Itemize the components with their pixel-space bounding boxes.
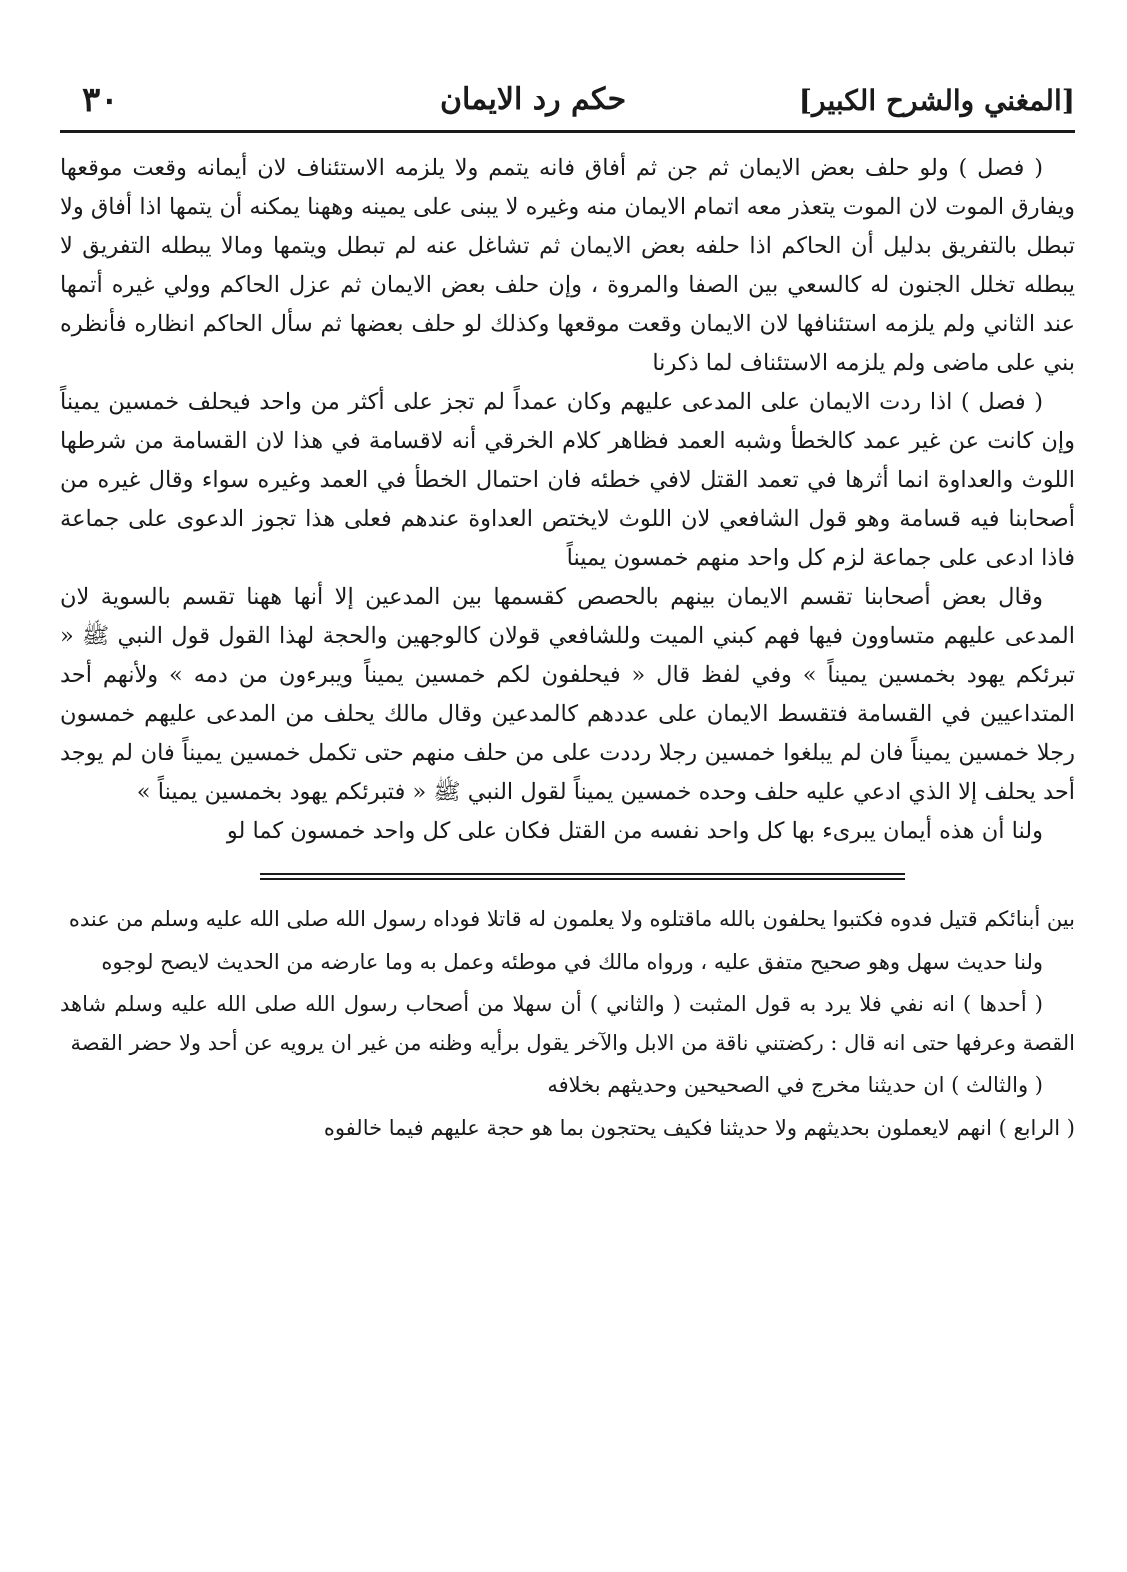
footnote-paragraph: ولنا حديث سهل وهو صحيح متفق عليه ، ورواه مالك في موطئه وعمل به وما عارضه من الحديث لايصح لوجوه	[101, 949, 1043, 974]
footnote-separator	[260, 873, 905, 880]
book-page	[60, 78, 1075, 1151]
main-paragraph: وقال بعض أصحابنا تقسم الايمان بينهم بالحصص كقسمها بين المدعين إلا أنها ههنا تقسم بالسوية لان المدعى عليهم متساوون فيها فهم كبني الميت وللشافعي قولان كالوجهين والحجة لهذا القول قول النبي ﷺ « تبرئكم يهود بخمسين يميناً » وفي لفظ قال « فيحلفون لكم خمسين يميناً ويبرءون من دمه » ولأنهم أحد المتداعيين في القسامة فتقسط الايمان على عددهم كالمدعين وقال مالك يحلف من المدعى عليهم خمسون رجلا خمسين يميناً فان لم يبلغوا خمسين رجلا رددت على من حلف منهم حتى تكمل خمسين يميناً فان لم يوجد أحد يحلف إلا الذي ادعي عليه حلف وحده خمسين يميناً لقول النبي ﷺ « فتبرئكم يهود بخمسين يميناً »	[60, 584, 1075, 805]
footnote-paragraph: ( أحدها ) انه نفي فلا يرد به قول المثبت ( والثاني ) أن سهلا من أصحاب رسول الله صلى الله عليه وسلم شاهد القصة وعرفها حتى انه قال : ركضتني ناقة من الابل والآخر يقول برأيه وظنه من غير ان يرويه عن أحد ولا حضر القصة	[60, 992, 1075, 1055]
main-paragraph: ( فصل ) ولو حلف بعض الايمان ثم جن ثم أفاق فانه يتمم ولا يلزمه الاستئناف لان أيمانه وقعت موقعها ويفارق الموت لان الموت يتعذر معه اتمام الايمان منه وغيره لا يبنى على يمينه وههنا يمكنه أن يتمها اذا أفاق ولا تبطل بالتفريق بدليل أن الحاكم اذا حلفه بعض الايمان ثم تشاغل عنه لم تبطل ويتمها ومالا يبطله التفريق لا يبطله تخلل الجنون له كالسعي بين الصفا والمروة ، وإن حلف بعض الايمان ثم عزل الحاكم وولي غيره أتمها عند الثاني ولم يلزمه استئنافها لان الايمان وقعت موقعها وكذلك لو حلف بعضها ثم سأل الحاكم انظاره فأنظره بني على ماضى ولم يلزمه الاستئناف لما ذكرنا	[60, 155, 1075, 376]
footnote-section	[60, 900, 1075, 1147]
main-paragraph: ( فصل ) اذا ردت الايمان على المدعى عليهم وكان عمداً لم تجز على أكثر من واحد فيحلف خمسين يميناً وإن كانت عن غير عمد كالخطأ وشبه العمد فظاهر كلام الخرقي أنه لاقسامة في هذا لان القسامة من شرطها اللوث والعداوة انما أثرها في تعمد القتل لافي خطئه فان احتمال الخطأ في العمد وغيره سواء وقال غيره من أصحابنا فيه قسامة وهو قول الشافعي لان اللوث لايختص العداوة عندهم فعلى هذا تجوز الدعوى على جماعة فاذا ادعى على جماعة لزم كل واحد منهم خمسون يميناً	[60, 389, 1075, 571]
book-title: [المغني والشرح الكبير]	[798, 84, 1075, 117]
footnote-paragraph: ( الرابع ) انهم لايعملون بحديثهم ولا حديثنا فكيف يحتجون بما هو حجة عليهم فيما خالفوه	[323, 1115, 1075, 1140]
page-header	[60, 78, 1075, 133]
main-text	[60, 149, 1075, 851]
chapter-title: حكم رد الايمان	[440, 82, 627, 117]
page-number: ٣٠	[82, 80, 119, 120]
footnote-paragraph: ( والثالث ) ان حديثنا مخرج في الصحيحين وحديثهم بخلافه	[547, 1073, 1043, 1097]
footnote-paragraph: بين أبنائكم قتيل فدوه فكتبوا يحلفون بالله ماقتلوه ولا يعلمون له قاتلا فوداه رسول الله صلى الله عليه وسلم من عنده	[68, 907, 1075, 931]
main-paragraph: ولنا أن هذه أيمان يبرىء بها كل واحد نفسه من القتل فكان على كل واحد خمسون كما لو	[226, 818, 1043, 844]
